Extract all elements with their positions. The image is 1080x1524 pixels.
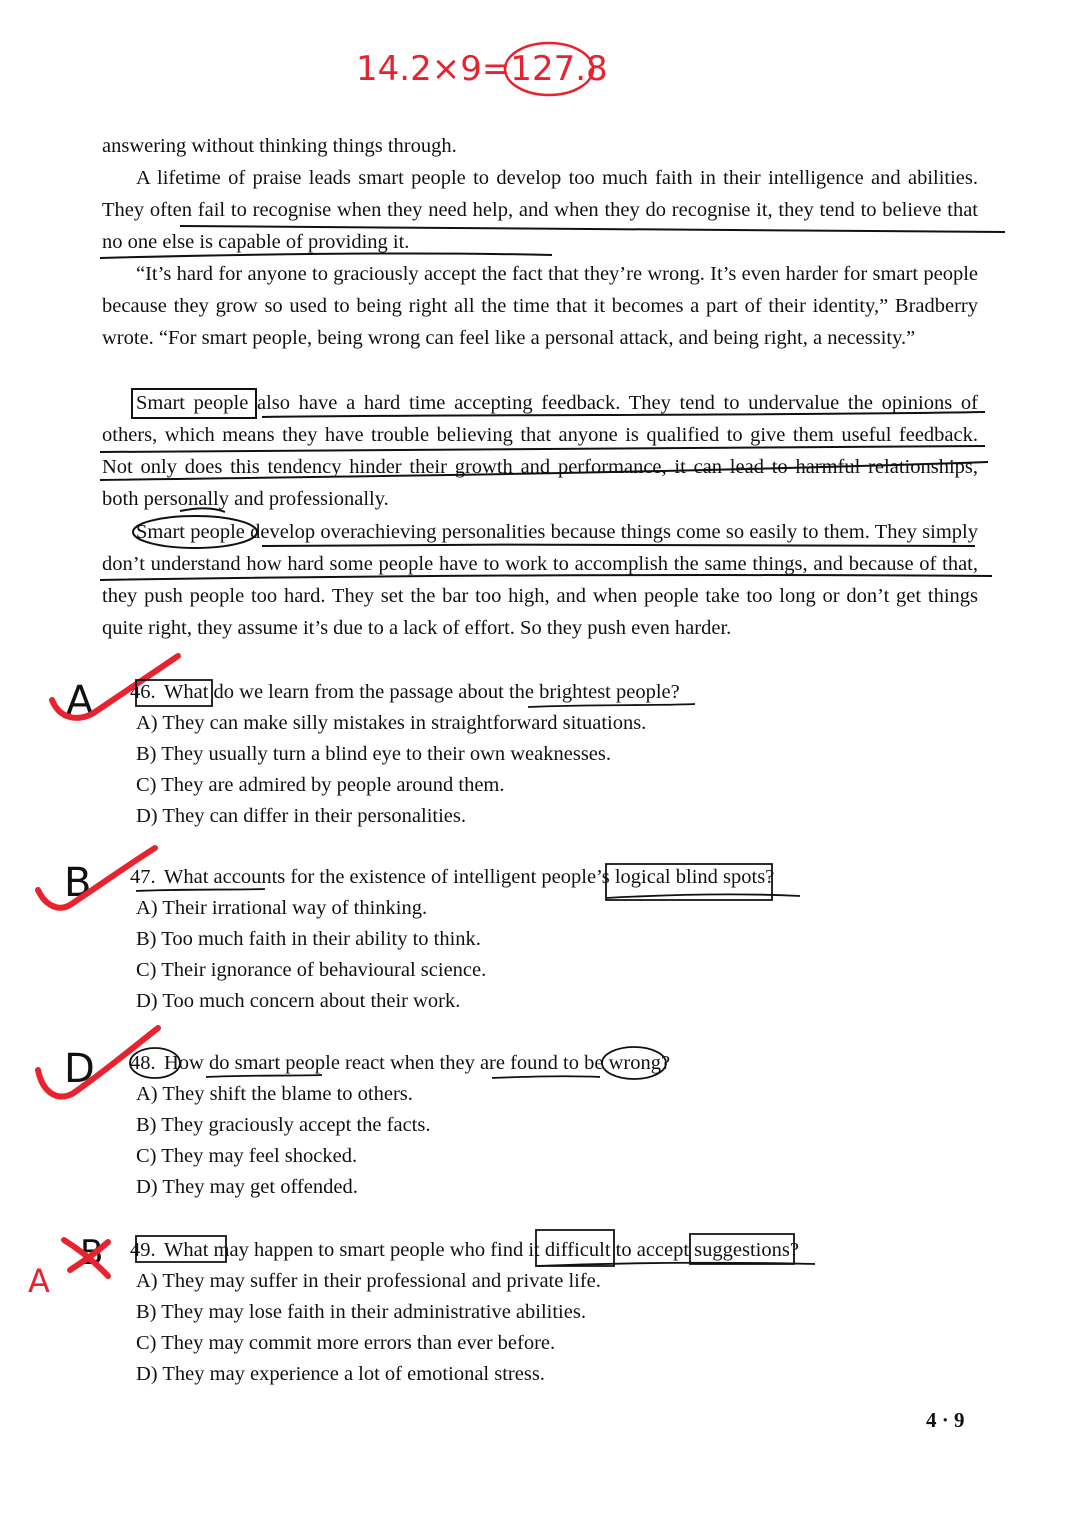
option-b: B) They usually turn a blind eye to their own weaknesses. [136, 743, 612, 765]
question-text: What do we learn from the passage about the brightest people? [164, 681, 680, 703]
question-stem [100, 1234, 800, 1266]
option-d: D) They may experience a lot of emotional stress. [136, 1363, 545, 1385]
option-c: C) Their ignorance of behavioural science. [136, 959, 487, 981]
option-c: C) They may feel shocked. [136, 1145, 358, 1167]
option-c: C) They may commit more errors than ever before. [136, 1332, 556, 1354]
question-number: 49. [130, 1239, 156, 1261]
question-text: What may happen to smart people who find it difficult to accept suggestions? [164, 1239, 799, 1261]
option-d: D) They can differ in their personalities. [136, 805, 466, 827]
option-a: A) Their irrational way of thinking. [136, 897, 428, 919]
answer-letter-49: B [80, 1233, 104, 1273]
passage-paragraph-4: Smart people also have a hard time accepting feedback. They tend to undervalue the opinions of others, which means they have trouble believing that anyone is qualified to give them useful feedback. Not only does this tendency hinder their growth and performance, it can lead to harmful relationships, both personally and professionally. [102, 392, 978, 510]
option-a: A) They shift the blame to others. [136, 1083, 413, 1105]
question-number: 48. [130, 1052, 156, 1074]
option-b: B) They graciously accept the facts. [136, 1114, 431, 1136]
option-d: D) They may get offended. [136, 1176, 358, 1198]
question-stem [100, 676, 800, 708]
question-47 [100, 861, 800, 1017]
score-note: 14.2×9=127.8 [356, 49, 608, 89]
correction-letter-49: A [28, 1262, 50, 1300]
option-b: B) They may lose faith in their administrative abilities. [136, 1301, 586, 1323]
question-number: 46. [130, 681, 156, 703]
option-c: C) They are admired by people around them. [136, 774, 505, 796]
question-stem [100, 861, 800, 893]
score-circle [505, 43, 593, 95]
question-46 [100, 676, 800, 832]
question-number: 47. [130, 866, 156, 888]
answer-letter-48: D [64, 1046, 95, 1092]
question-text: What accounts for the existence of intelligent people’s logical blind spots? [164, 866, 775, 888]
option-d: D) Too much concern about their work. [136, 990, 461, 1012]
page-number: 4 · 9 [926, 1408, 965, 1432]
passage-paragraph-5: Smart people develop overachieving personalities because things come so easily to them. They simply don’t understand how hard some people have to work to accomplish the same things, and because of that, they push people too hard. They set the bar too high, and when people take too long or don’t get things quite right, they assume it’s due to a lack of effort. So they push even harder. [102, 521, 978, 639]
option-a: A) They may suffer in their professional and private life. [136, 1270, 601, 1292]
passage-paragraph-1: answering without thinking things through. [102, 135, 457, 157]
answer-letter-46: A [66, 678, 94, 724]
question-text: How do smart people react when they are found to be wrong? [164, 1052, 671, 1074]
question-49 [100, 1234, 800, 1390]
option-b: B) Too much faith in their ability to think. [136, 928, 481, 950]
passage-paragraph-3: “It’s hard for anyone to graciously accept the fact that they’re wrong. It’s even harder for smart people because they grow so used to being right all the time that it becomes a part of their identity,” Bradberry wrote. “For smart people, being wrong can feel like a personal attack, and being right, a necessity.” [102, 263, 978, 349]
option-a: A) They can make silly mistakes in straightforward situations. [136, 712, 647, 734]
passage-paragraph-2: A lifetime of praise leads smart people to develop too much faith in their intelligence and abilities. They often fail to recognise when they need help, and when they do recognise it, they tend to believe that no one else is capable of providing it. [102, 167, 978, 253]
answer-letter-47: B [64, 860, 92, 906]
question-stem [100, 1047, 800, 1079]
question-48 [100, 1047, 800, 1203]
